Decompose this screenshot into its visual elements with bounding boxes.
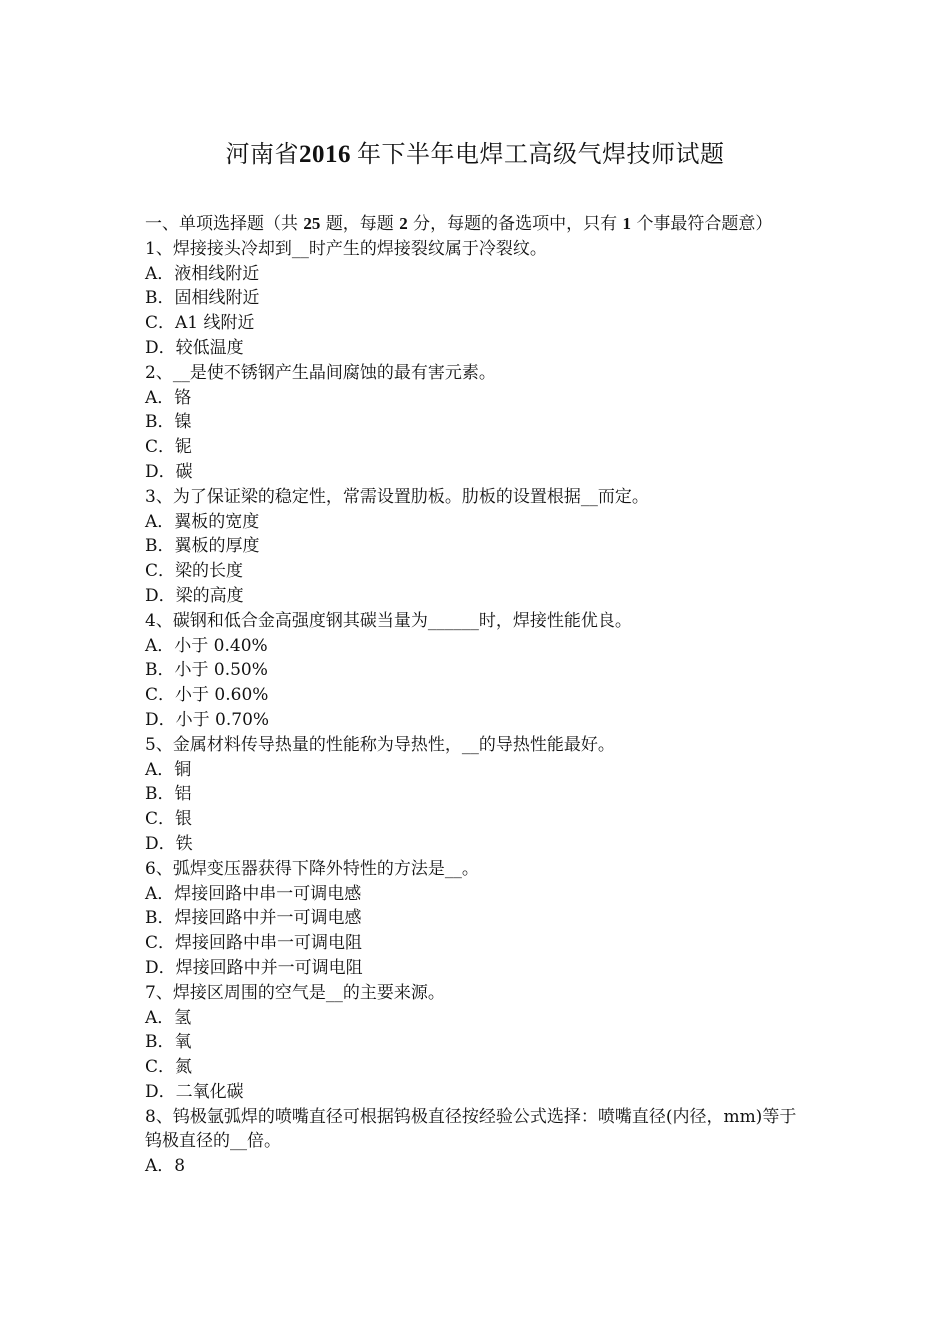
question-stem: 5、金属材料传导热量的性能称为导热性，__的导热性能最好。 bbox=[145, 734, 615, 755]
option-a: A．铜 bbox=[145, 759, 192, 780]
option-b: B．固相线附近 bbox=[145, 288, 260, 309]
section-header bbox=[145, 212, 810, 237]
question-5 bbox=[145, 733, 810, 857]
option-d: D．较低温度 bbox=[145, 337, 244, 358]
option-b: B．铝 bbox=[145, 784, 192, 805]
question-stem: 2、__是使不锈钢产生晶间腐蚀的最有害元素。 bbox=[145, 362, 496, 383]
option-b: B．氧 bbox=[145, 1032, 192, 1053]
question-4 bbox=[145, 609, 810, 733]
question-8 bbox=[145, 1105, 810, 1179]
title-suffix: 年下半年电焊工高级气焊技师试题 bbox=[357, 140, 725, 168]
document-body bbox=[145, 212, 810, 1179]
option-d: D．梁的高度 bbox=[145, 585, 244, 606]
question-6 bbox=[145, 857, 810, 981]
section-points: 2 bbox=[399, 214, 408, 233]
option-d: D．碳 bbox=[145, 461, 193, 482]
section-text-3: 分，每题的备选项中，只有 bbox=[413, 214, 618, 234]
question-2 bbox=[145, 361, 810, 485]
section-text-4: 个事最符合题意） bbox=[636, 214, 773, 234]
question-stem: 1、焊接接头冷却到__时产生的焊接裂纹属于冷裂纹。 bbox=[145, 238, 547, 259]
option-b: B．焊接回路中并一可调电感 bbox=[145, 908, 362, 929]
question-stem: 8、钨极氩弧焊的喷嘴直径可根据钨极直径按经验公式选择：喷嘴直径(内径，mm)等于钨极直径的__倍。 bbox=[145, 1106, 797, 1152]
option-b: B．翼板的厚度 bbox=[145, 536, 260, 557]
question-stem: 4、碳钢和低合金高强度钢其碳当量为______时，焊接性能优良。 bbox=[145, 610, 632, 631]
option-c: C．银 bbox=[145, 809, 193, 830]
option-a: A．8 bbox=[145, 1156, 186, 1177]
question-7 bbox=[145, 981, 810, 1105]
option-c: C．氮 bbox=[145, 1057, 193, 1078]
section-one: 1 bbox=[622, 214, 632, 233]
document-title bbox=[0, 138, 950, 171]
option-d: D．二氧化碳 bbox=[145, 1081, 244, 1102]
option-c: C．梁的长度 bbox=[145, 561, 244, 582]
question-1 bbox=[145, 237, 810, 361]
option-d: D．铁 bbox=[145, 833, 193, 854]
option-c: C．焊接回路中串一可调电阻 bbox=[145, 933, 363, 954]
title-year: 2016 bbox=[299, 141, 351, 168]
option-a: A．铬 bbox=[145, 387, 192, 408]
section-text-1: 一、单项选择题（共 bbox=[145, 214, 298, 234]
option-a: A．小于 0.40% bbox=[145, 635, 268, 656]
option-d: D．焊接回路中并一可调电阻 bbox=[145, 957, 363, 978]
section-text-2: 题，每题 bbox=[325, 214, 394, 234]
question-3 bbox=[145, 485, 810, 609]
option-a: A．翼板的宽度 bbox=[145, 511, 260, 532]
question-stem: 7、焊接区周围的空气是__的主要来源。 bbox=[145, 982, 445, 1003]
question-stem: 3、为了保证梁的稳定性，常需设置肋板。肋板的设置根据__而定。 bbox=[145, 486, 649, 507]
option-c: C．铌 bbox=[145, 437, 193, 458]
option-c: C．小于 0.60% bbox=[145, 685, 269, 706]
option-d: D．小于 0.70% bbox=[145, 709, 270, 730]
option-a: A．焊接回路中串一可调电感 bbox=[145, 883, 362, 904]
option-b: B．镍 bbox=[145, 412, 192, 433]
question-stem: 6、弧焊变压器获得下降外特性的方法是__。 bbox=[145, 858, 479, 879]
title-prefix: 河南省 bbox=[225, 140, 299, 168]
section-count: 25 bbox=[303, 214, 321, 233]
option-a: A．氢 bbox=[145, 1007, 192, 1028]
option-b: B．小于 0.50% bbox=[145, 660, 268, 681]
option-c: C．A1 线附近 bbox=[145, 313, 255, 334]
option-a: A．液相线附近 bbox=[145, 263, 260, 284]
